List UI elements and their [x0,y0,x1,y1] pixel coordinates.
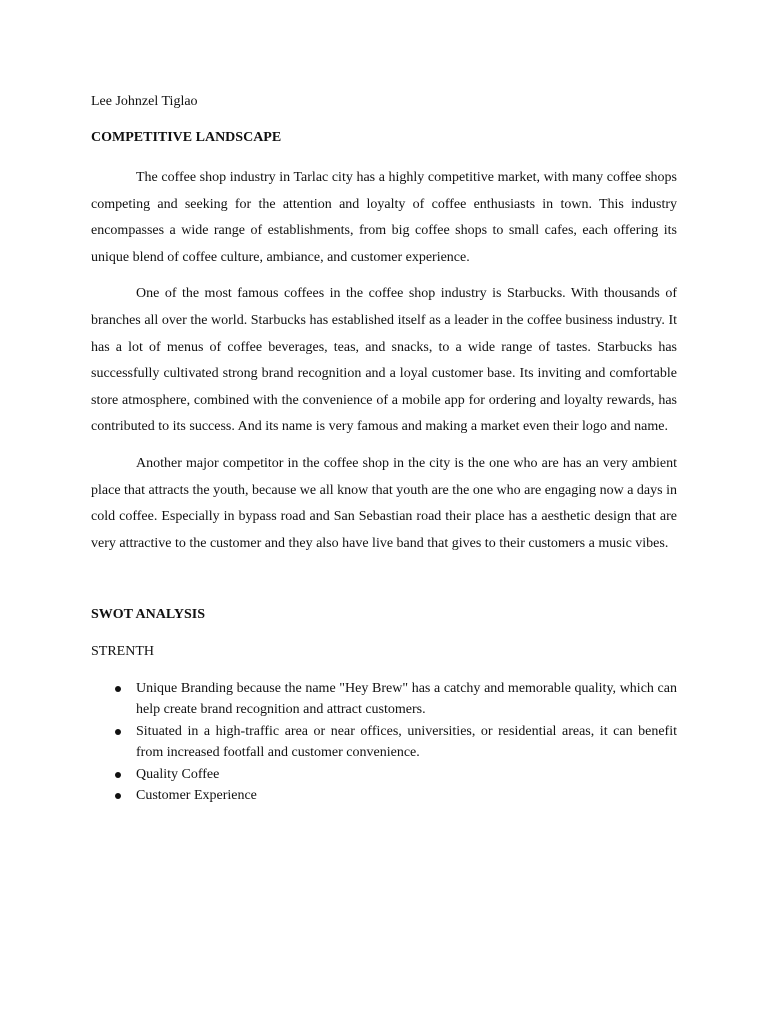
paragraph-industry-overview: The coffee shop industry in Tarlac city has a highly competitive market, with many coffee shops competing and seeking for the attention and loyalty of coffee enthusiasts in town. This industry encompasses a wide range of establishments, from big coffee shops to small cafes, each offering its unique blend of coffee culture, ambiance, and customer experience. [91,170,677,265]
bullet-icon [115,793,121,799]
section-spacer [91,567,677,605]
list-item-text: Unique Branding because the name "Hey Brew" has a catchy and memorable quality, which can help create brand recognition and attract customers. [136,681,677,718]
paragraph-starbucks: One of the most famous coffees in the coffee shop industry is Starbucks. With thousands of branches all over the world. Starbucks has established itself as a leader in the coffee business industry. It has a lot of menus of coffee beverages, teas, and snacks, to a wide range of tastes. Starbucks has successfully cultivated strong brand recognition and a loyal customer base. Its inviting and comfortable store atmosphere, combined with the convenience of a mobile app for ordering and loyalty rewards, has contributed to its success. And its name is very famous and making a market even their logo and name. [91,286,677,435]
list-item [91,786,677,807]
author-name: Lee Johnzel Tiglao [91,94,198,109]
list-item-text: Quality Coffee [136,766,220,782]
section-heading-swot-analysis: SWOT ANALYSIS [91,607,206,623]
list-item-text: Customer Experience [136,788,257,804]
paragraph-other-competitor: Another major competitor in the coffee shop in the city is the one who are has an very ambient place that attracts the youth, because we all know that youth are the one who are engaging now a days in cold coffee. Especially in bypass road and San Sebastian road their place has a aesthetic design that are very attractive to the customer and they also have live band that gives to their customers a music vibes. [91,455,677,551]
bullet-icon [115,772,121,778]
section-heading-competitive-landscape: COMPETITIVE LANDSCAPE [91,130,282,145]
strength-list [91,679,677,807]
swot-subheading-strength: STRENTH [91,644,154,660]
document-page [91,92,677,808]
list-item [91,765,677,786]
bullet-icon [115,729,121,735]
list-item [91,679,677,721]
list-item [91,722,677,764]
bullet-icon [115,686,121,692]
list-item-text: Situated in a high-traffic area or near offices, universities, or residential areas, it can benefit from increased footfall and customer convenience. [136,723,677,760]
